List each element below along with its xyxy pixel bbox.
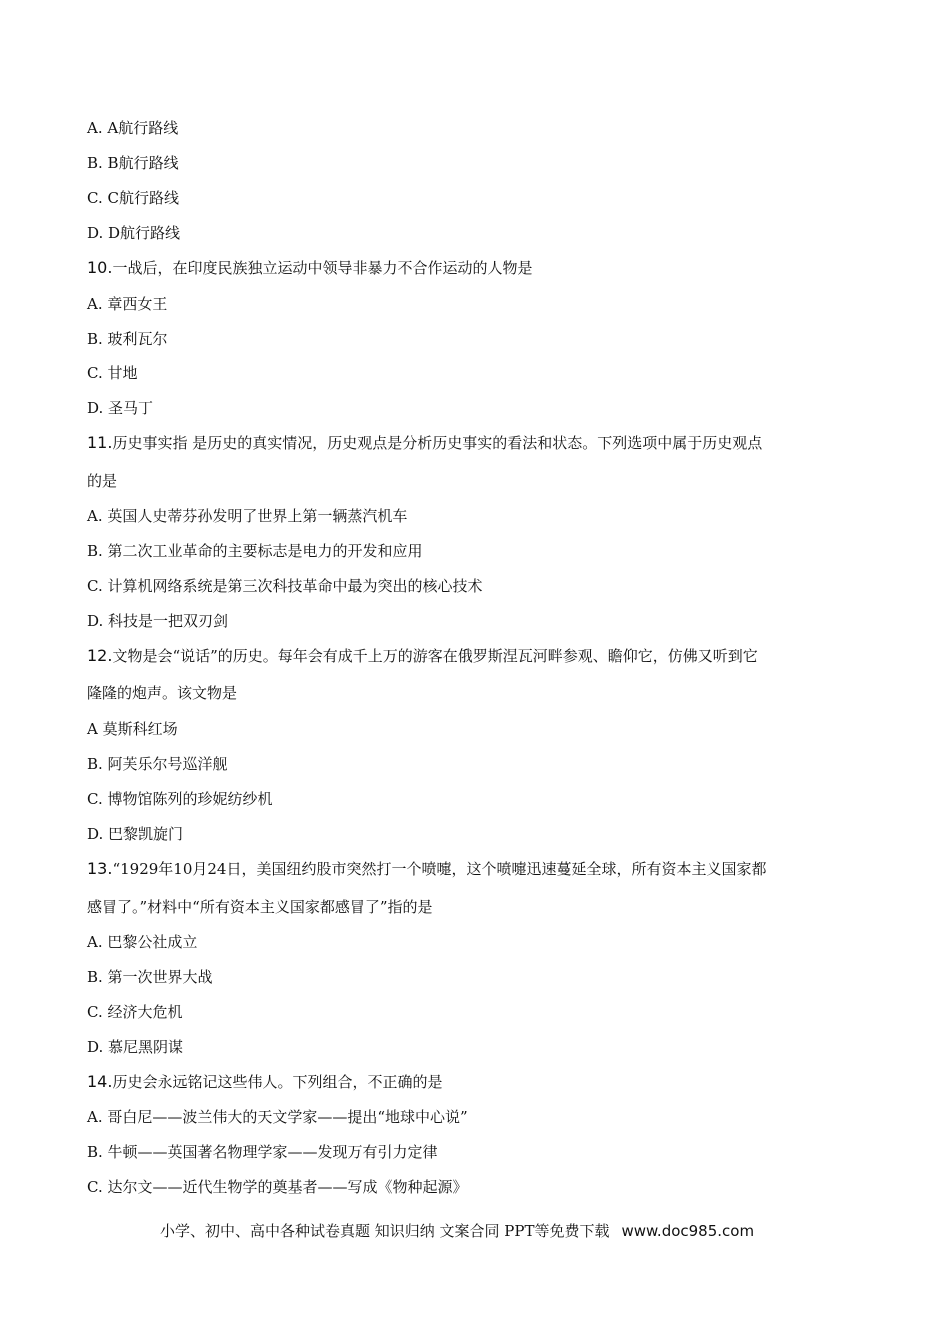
q10-text: 一战后，在印度民族独立运动中领导非暴力不合作运动的人物是 (112, 259, 533, 277)
footer-url[interactable]: www.doc985.com (621, 1222, 755, 1240)
q10-option-c: C. 甘地 (87, 364, 138, 382)
footer-text: 小学、初中、高中各种试卷真题 知识归纳 文案合同 PPT等免费下载 (160, 1222, 610, 1240)
q9-option-d: D. D航行路线 (87, 224, 181, 242)
q10-option-a: A. 章西女王 (87, 295, 168, 313)
q13-stem (87, 858, 766, 879)
q11-text-line1: 历史事实指 是历史的真实情况，历史观点是分析历史事实的看法和状态。下列选项中属于历史观点 (112, 434, 763, 452)
q12-stem (87, 645, 758, 666)
q12-text-line2: 隆隆的炮声。该文物是 (87, 684, 238, 702)
q10-option-d: D. 圣马丁 (87, 399, 154, 417)
q13-option-a: A. 巴黎公社成立 (87, 933, 198, 951)
q10-stem (87, 257, 532, 278)
q14-stem (87, 1071, 442, 1092)
q14-option-a: A. 哥白尼——波兰伟大的天文学家——提出“地球中心说” (87, 1108, 468, 1126)
q14-number: 14. (87, 1072, 113, 1091)
q12-option-b: B. 阿芙乐尔号巡洋舰 (87, 755, 228, 773)
q13-option-c: C. 经济大危机 (87, 1003, 183, 1021)
q9-option-b: B. B航行路线 (87, 154, 179, 172)
q11-option-d: D. 科技是一把双刃剑 (87, 612, 229, 630)
q10-option-b: B. 玻利瓦尔 (87, 330, 168, 348)
q13-option-b: B. 第一次世界大战 (87, 968, 213, 986)
q12-option-c: C. 博物馆陈列的珍妮纺纱机 (87, 790, 273, 808)
q13-text-line1: “1929年10月24日，美国纽约股市突然打一个喷嚏，这个喷嚏迅速蔓延全球，所有资本主义国家都 (112, 860, 767, 878)
q14-text: 历史会永远铭记这些伟人。下列组合，不正确的是 (112, 1073, 443, 1091)
q11-stem (87, 432, 762, 453)
q13-text-line2: 感冒了。”材料中“所有资本主义国家都感冒了”指的是 (87, 898, 433, 916)
q11-number: 11. (87, 433, 113, 452)
q9-option-a: A. A航行路线 (87, 119, 179, 137)
q11-option-c: C. 计算机网络系统是第三次科技革命中最为突出的核心技术 (87, 577, 483, 595)
q14-option-c: C. 达尔文——近代生物学的奠基者——写成《物种起源》 (87, 1178, 468, 1196)
q12-text-line1: 文物是会“说话”的历史。每年会有成千上万的游客在俄罗斯涅瓦河畔参观、瞻仰它，仿佛又听到它 (112, 647, 758, 665)
q12-number: 12. (87, 646, 113, 665)
q10-number: 10. (87, 258, 113, 277)
q11-text-line2: 的是 (87, 472, 118, 490)
q9-option-c: C. C航行路线 (87, 189, 179, 207)
q11-option-b: B. 第二次工业革命的主要标志是电力的开发和应用 (87, 542, 423, 560)
q12-option-a: A 莫斯科红场 (87, 720, 178, 738)
q13-number: 13. (87, 859, 113, 878)
q11-option-a: A. 英国人史蒂芬孙发明了世界上第一辆蒸汽机车 (87, 507, 408, 525)
q12-option-d: D. 巴黎凯旋门 (87, 825, 184, 843)
page-footer (160, 1220, 880, 1241)
q13-option-d: D. 慕尼黑阴谋 (87, 1038, 184, 1056)
q14-option-b: B. 牛顿——英国著名物理学家——发现万有引力定律 (87, 1143, 438, 1161)
